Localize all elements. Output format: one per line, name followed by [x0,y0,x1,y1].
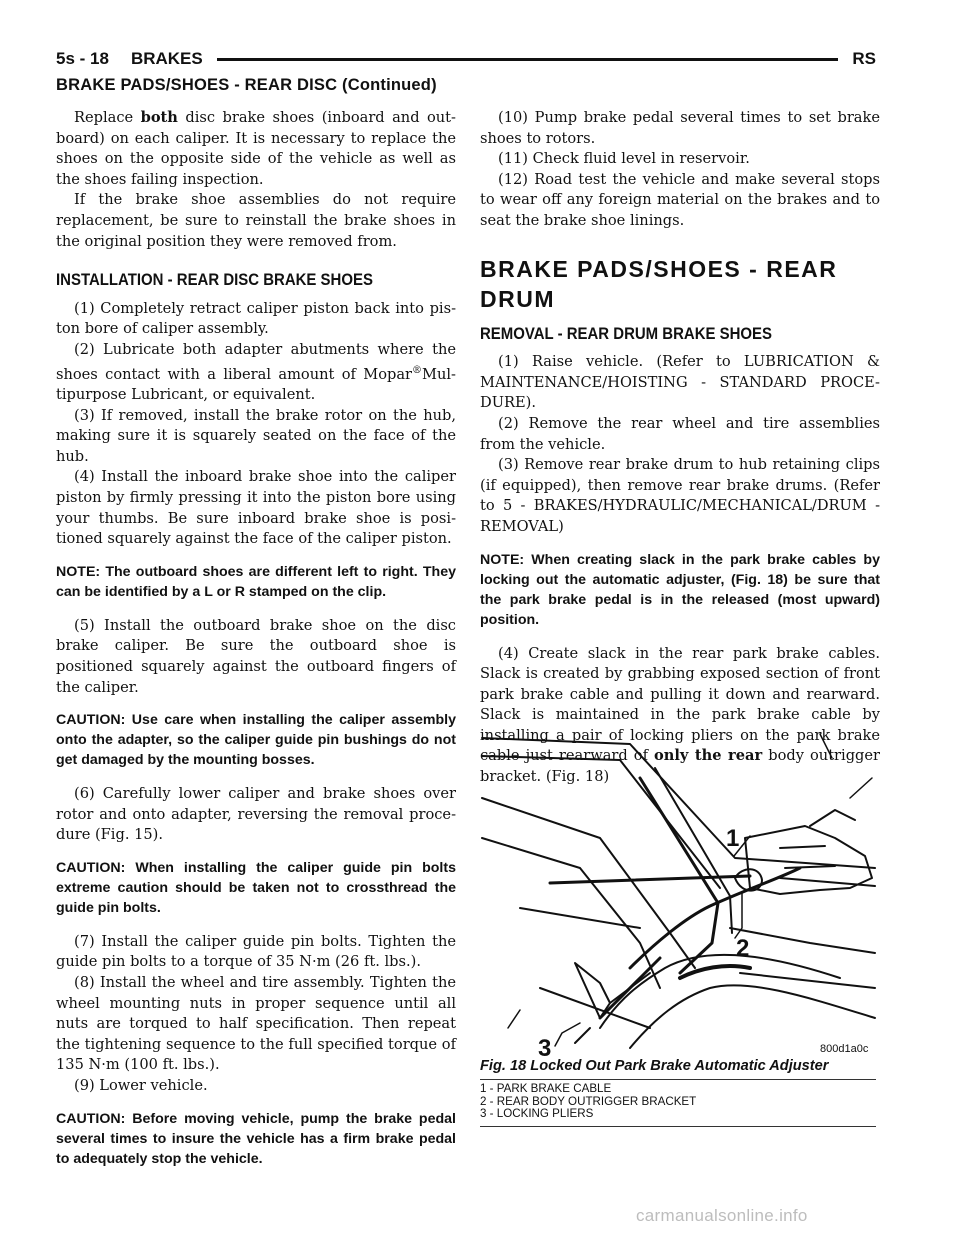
text-fragment: (4) Create slack in the rear park brake cables. Slack is created by grabbing exposed section of front park brake cable and pulling it down and rearward. Slack is maintained in the park brake cable by installing a pair of locking pliers on the park brake cable just rearward of [480,644,880,765]
removal-step-3: (3) Remove rear brake drum to hub retaining clips (if equipped), then remove rear brake drums. (Refer to 5 - BRAKES/HYDRAULIC/MECHANICAL/DRUM - REMOVAL) [480,456,880,535]
step-3: (3) If removed, install the brake rotor on the hub, making sure it is squarely seated on the face of the hub. [56,406,456,465]
step-7: (7) Install the caliper guide pin bolts. Tighten the guide pin bolts to a torque of 35 N·m (26 ft. lbs.). [56,932,456,971]
body-panel-edge [482,756,720,888]
cable-sheath [680,966,750,978]
removal-step-2: (2) Remove the rear wheel and tire assemblies from the vehicle. [480,414,880,453]
paragraph-reinstall: If the brake shoe assemblies do not require replacement, be sure to reinstall the brake shoes in the original position they were removed from. [56,191,456,250]
text-fragment: (2) Lubricate both adapter abutments where the shoes contact with a liberal amount of Mopar [56,340,456,383]
underbody-right [730,928,875,953]
text-fragment: Mul-tipurpose Lubricant, or equivalent. [56,365,456,403]
text-fragment: Replace [74,109,141,126]
bracket-edge [655,768,732,933]
step-1: (1) Completely retract caliper piston back into pis-ton bore of caliper assembly. [56,299,456,338]
page-number: 5s - 18 [56,49,109,68]
figure-caption: Fig. 18 Locked Out Park Brake Automatic Adjuster [480,1058,829,1074]
figure-callout-2: 2 [736,935,750,962]
left-column [56,108,456,1183]
step-10: (10) Pump brake pedal several times to set brake shoes to rotors. [480,109,880,147]
figure-legend [480,1083,876,1121]
hand-thumb [810,810,855,826]
watermark: carmanualsonline.info [636,1206,808,1225]
text-fragment: body outrigger bracket. (Fig. 18) [480,747,880,786]
underbody-right-2 [740,973,875,988]
legend-item: 2 - REAR BODY OUTRIGGER BRACKET [480,1094,697,1108]
floor-tick [508,1010,520,1028]
caution-guide-pin-bolts: CAUTION: When installing the caliper guide pin bolts extreme caution should be taken not to crossthread the guide pin bolts. [56,859,456,916]
locking-pliers-screw [575,1028,590,1043]
step-12: (12) Road test the vehicle and make several stops to wear off any foreign material on the brakes and to seat the brake shoe linings. [480,170,880,229]
note-outboard-shoes: NOTE: The outboard shoes are different left to right. They can be identified by a L or R stamped on the clip. [56,563,456,600]
legend-divider [480,1126,876,1127]
section-title-rear-drum: BRAKE PADS/SHOES - REAR DRUM [480,255,838,312]
floor-crease-1 [520,908,640,928]
cable-run-lower-2 [630,985,875,1048]
step-4: (4) Install the inboard brake shoe into the caliper piston by firmly pressing it into the piston bore using your thumbs. Be sure inboard brake shoe is posi-tioned squarely against the face of the caliper piston. [56,468,456,548]
legend-item: 3 - LOCKING PLIERS [480,1107,594,1120]
callout-leader-2 [735,893,742,938]
locking-pliers-jaw [575,963,610,1018]
note-park-brake-slack: NOTE: When creating slack in the park brake cables by locking out the automatic adjuster, (Fig. 18) be sure that the park brake pedal is in the released (most upward) position. [480,551,880,628]
heading-installation: INSTALLATION - REAR DISC BRAKE SHOES [56,270,373,290]
chapter-title: BRAKES [130,49,203,68]
step-8: (8) Install the wheel and tire assembly. Tighten the wheel mounting nuts in proper sequence until all nuts are torqued to half specification. Then repeat the tightening sequence to the full specified torque of 135 N·m (100 ft. lbs.). [56,974,456,1074]
caution-before-moving: CAUTION: Before moving vehicle, pump the brake pedal several times to insure the vehicle has a firm brake pedal to adequately stop the vehicle. [56,1110,456,1167]
top-tick [820,734,832,758]
hand-finger-1 [780,846,825,848]
figure-callout-1: 1 [726,825,740,852]
removal-step-1: (1) Raise vehicle. (Refer to LUBRICATION & MAINTENANCE/HOISTING - STANDARD PROCE-DURE). [480,353,880,412]
hand-finger-2 [785,866,835,868]
right-column [480,108,880,788]
paragraph-replace-both [56,108,456,190]
page-header [56,44,876,74]
locking-pliers-handle-2 [610,973,650,1003]
caption-divider [480,1079,876,1080]
model-code: RS [852,49,876,68]
step-11: (11) Check fluid level in reservoir. [498,150,750,168]
text-fragment: disc brake shoes (inboard and out-board) on each caliper. It is necessary to replace the shoes on the opposite side of the vehicle as well as the shoes failing inspection. [56,109,456,188]
legend-item: 1 - PARK BRAKE CABLE [480,1082,612,1095]
header-rule [217,58,839,61]
emphasis-both: both [140,109,178,126]
step-5: (5) Install the outboard brake shoe on the disc brake caliper. Be sure the outboard shoe is positioned squarely against the outboard fingers of the caliper. [56,616,456,696]
emphasis-only-the-rear: only the rear [654,747,763,765]
edge-tick [850,778,872,798]
continued-section-title: BRAKE PADS/SHOES - REAR DISC (Continued) [56,76,437,94]
step-6: (6) Carefully lower caliper and brake shoes over rotor and onto adapter, reversing the removal proce-dure (Fig. 15). [56,785,456,844]
step-2 [56,340,456,406]
heading-removal: REMOVAL - REAR DRUM BRAKE SHOES [480,323,773,343]
step-9: (9) Lower vehicle. [74,1077,208,1095]
registered-mark: ® [412,364,423,376]
figure-18-illustration [480,728,880,1058]
caution-caliper-assembly: CAUTION: Use care when installing the caliper assembly onto the adapter, so the caliper guide pin bushings do not get damaged by the mounting bosses. [56,712,456,769]
figure-callout-3: 3 [538,1035,552,1058]
floor-edge-right [780,878,875,886]
figure-code: 800d1a0c [820,1043,869,1055]
